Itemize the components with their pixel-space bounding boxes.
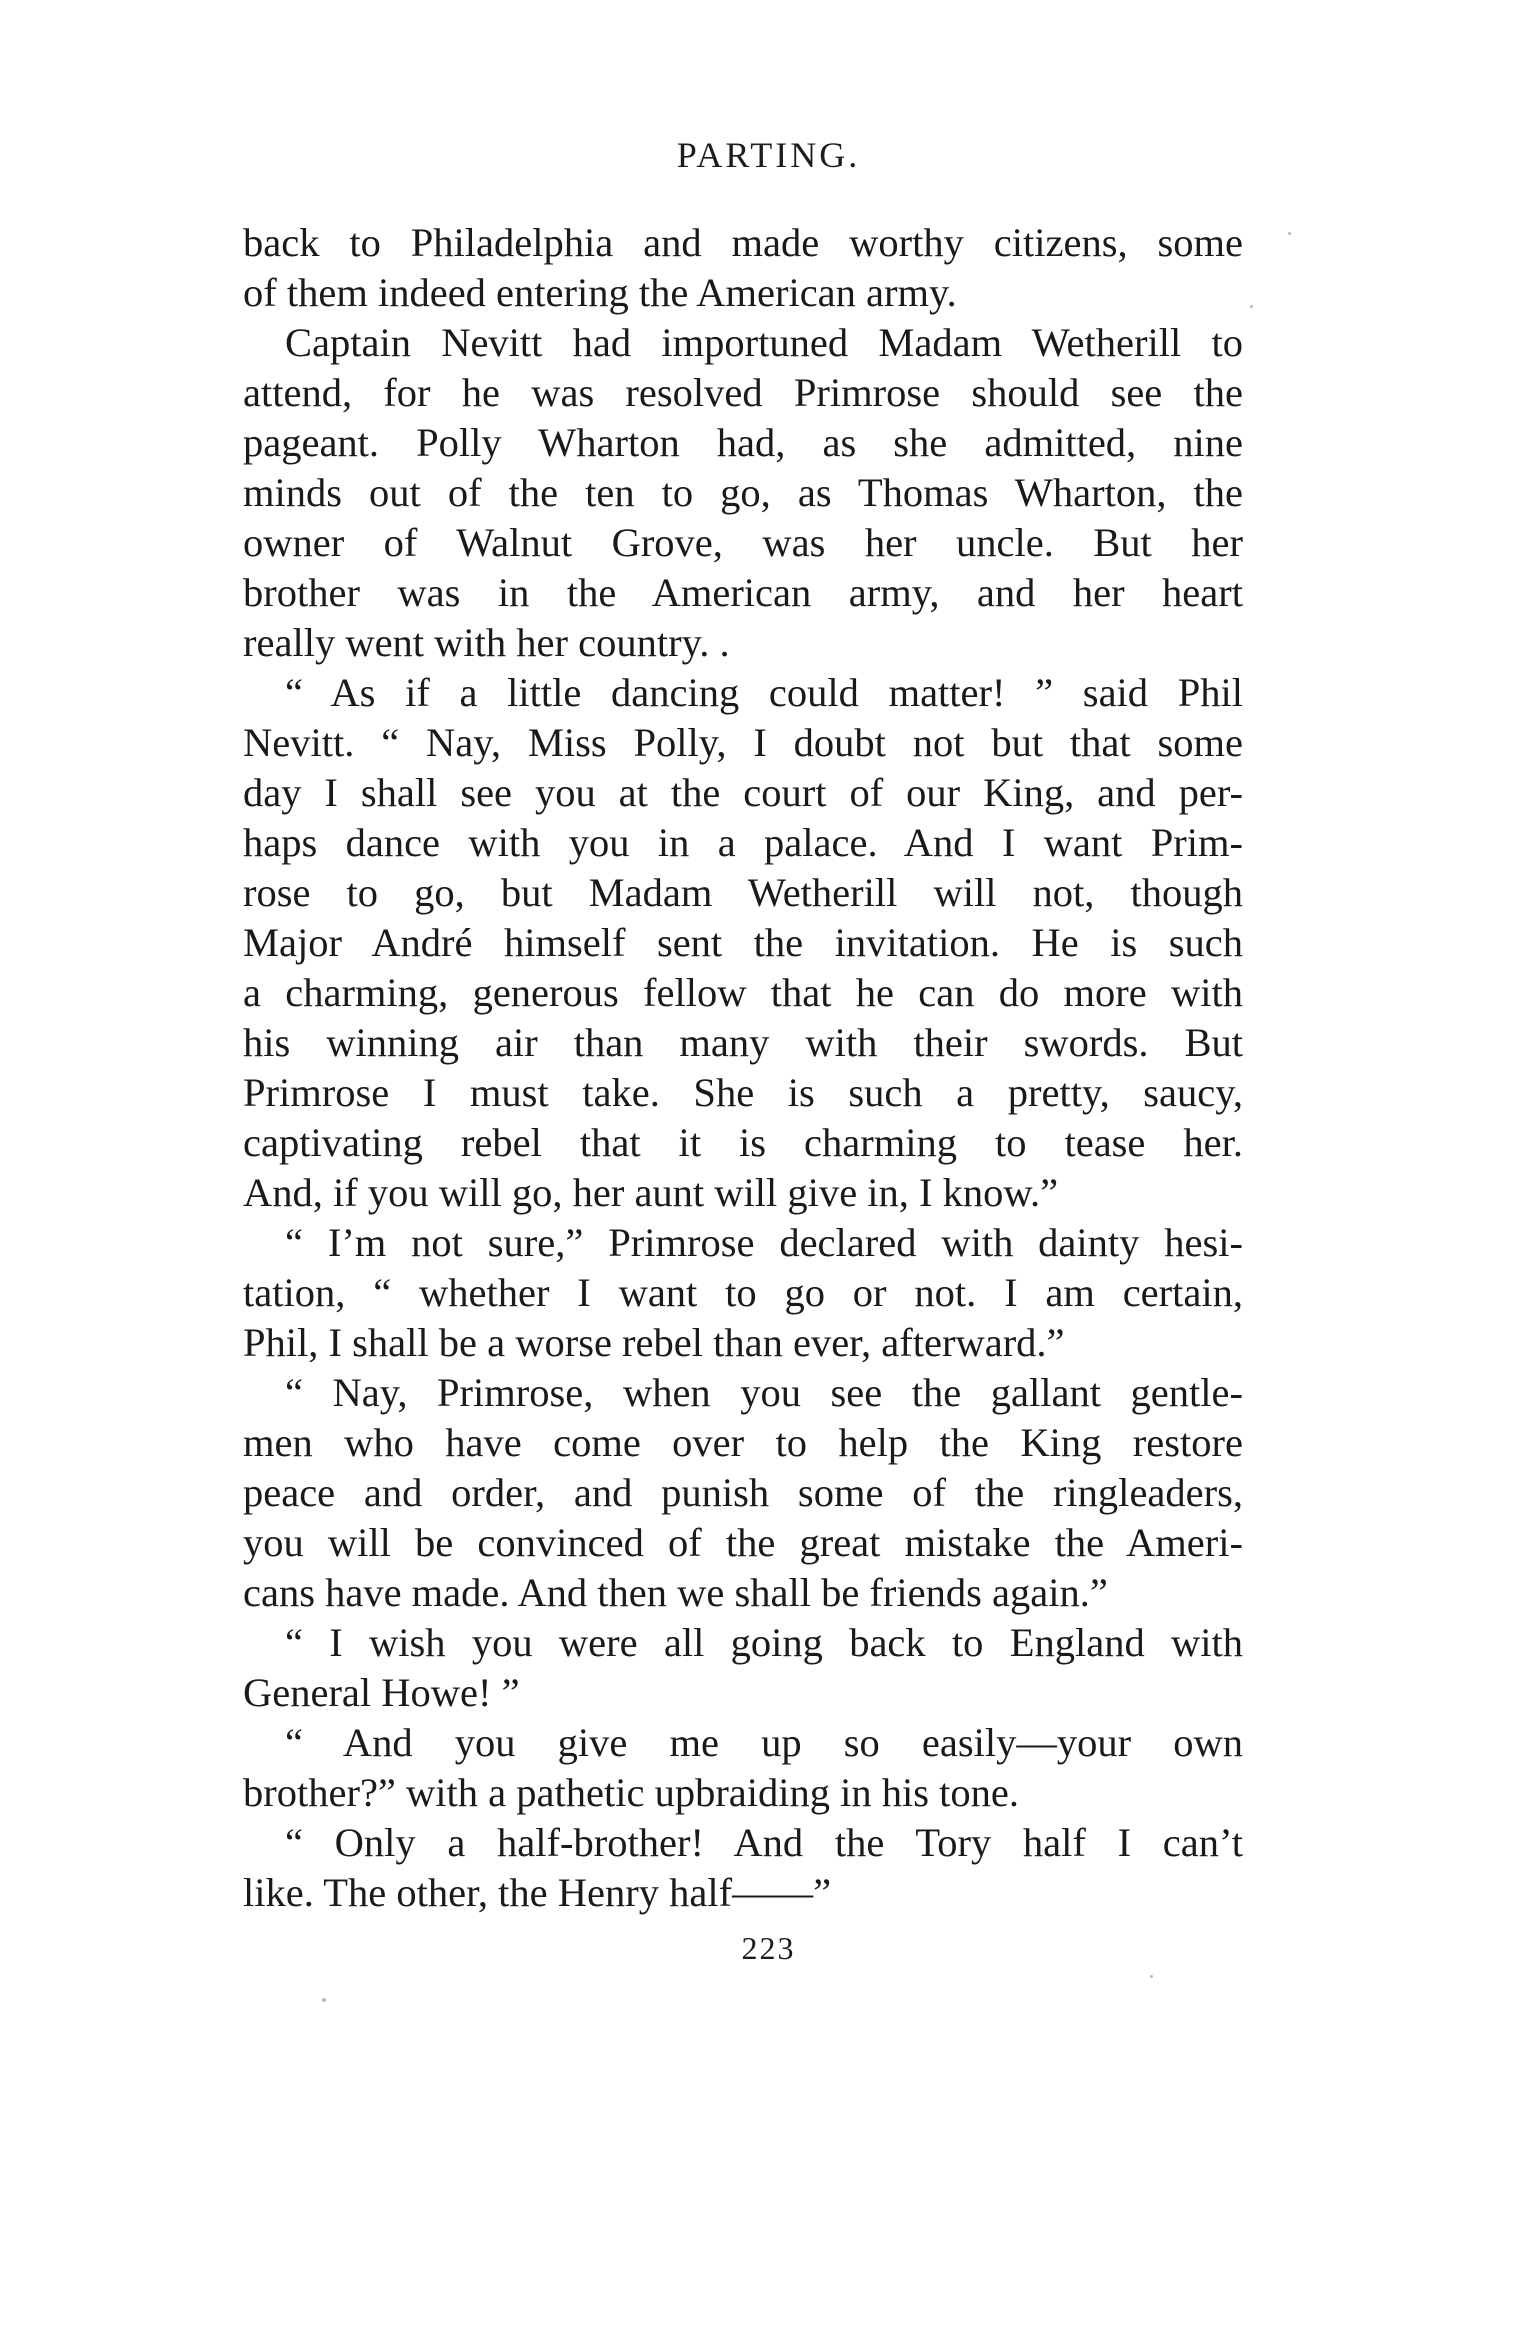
- print-speck: [1150, 1975, 1153, 1978]
- text-line: brother?” with a pathetic upbraiding in his tone.: [243, 1770, 1020, 1815]
- text-line: General Howe! ”: [243, 1670, 520, 1715]
- text-line: rose to go, but Madam Wetherill will not, though: [243, 870, 1243, 915]
- print-speck: [1250, 305, 1253, 308]
- text-line: Nevitt. “ Nay, Miss Polly, I doubt not but that some: [243, 720, 1243, 765]
- text-line: cans have made. And then we shall be friends again.”: [243, 1570, 1108, 1615]
- page-number: 223: [741, 1930, 796, 1966]
- text-line: “ Nay, Primrose, when you see the gallant gentle-: [285, 1370, 1243, 1415]
- text-line: Major André himself sent the invitation. He is such: [243, 920, 1243, 965]
- text-line: owner of Walnut Grove, was her uncle. But her: [243, 520, 1243, 565]
- text-line: Captain Nevitt had importuned Madam Wetherill to: [285, 320, 1243, 365]
- text-line: day I shall see you at the court of our King, and per-: [243, 770, 1243, 815]
- text-line: really went with her country. .: [243, 620, 730, 665]
- text-line: “ As if a little dancing could matter! ” said Phil: [285, 670, 1243, 715]
- text-line: men who have come over to help the King restore: [243, 1420, 1243, 1465]
- text-line: And, if you will go, her aunt will give in, I know.”: [243, 1170, 1059, 1215]
- text-line: minds out of the ten to go, as Thomas Wharton, the: [243, 470, 1243, 515]
- text-line: Primrose I must take. She is such a pretty, saucy,: [243, 1070, 1243, 1115]
- text-line: his winning air than many with their swords. But: [243, 1020, 1243, 1065]
- text-line: “ I wish you were all going back to England with: [285, 1620, 1243, 1665]
- text-line: of them indeed entering the American army.: [243, 270, 957, 315]
- text-line: “ I’m not sure,” Primrose declared with dainty hesi-: [285, 1220, 1243, 1265]
- text-line: like. The other, the Henry half——”: [243, 1870, 832, 1915]
- print-speck: [322, 1998, 326, 2002]
- text-line: “ And you give me up so easily—your own: [285, 1720, 1243, 1765]
- text-line: peace and order, and punish some of the ringleaders,: [243, 1470, 1243, 1515]
- print-speck: [1288, 232, 1291, 235]
- text-line: a charming, generous fellow that he can do more with: [243, 970, 1243, 1015]
- text-line: pageant. Polly Wharton had, as she admitted, nine: [243, 420, 1243, 465]
- text-line: “ Only a half-brother! And the Tory half I can’t: [285, 1820, 1243, 1865]
- text-line: captivating rebel that it is charming to tease her.: [243, 1120, 1243, 1165]
- text-line: haps dance with you in a palace. And I want Prim-: [243, 820, 1243, 865]
- body-text: [243, 218, 1243, 1918]
- text-line: back to Philadelphia and made worthy citizens, some: [243, 220, 1243, 265]
- text-line: you will be convinced of the great mistake the Ameri-: [243, 1520, 1243, 1565]
- text-line: Phil, I shall be a worse rebel than ever, afterward.”: [243, 1320, 1065, 1365]
- running-head: PARTING.: [676, 135, 861, 175]
- text-line: brother was in the American army, and her heart: [243, 570, 1243, 615]
- text-line: tation, “ whether I want to go or not. I am certain,: [243, 1270, 1243, 1315]
- text-line: attend, for he was resolved Primrose should see the: [243, 370, 1243, 415]
